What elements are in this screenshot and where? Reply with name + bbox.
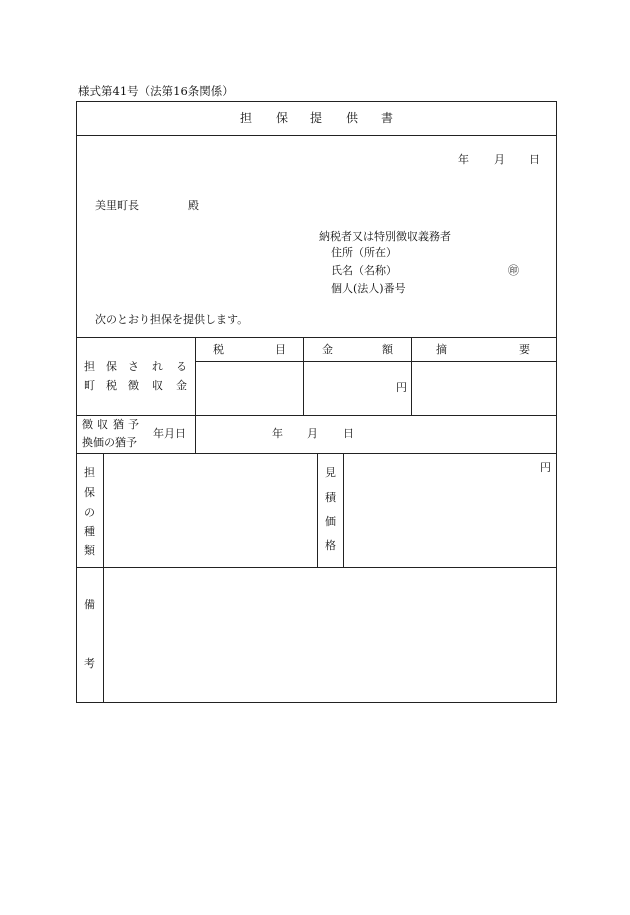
label-char: 町 [84, 379, 95, 392]
label-char: 種 [84, 525, 95, 538]
amount-header: 額 [382, 343, 393, 356]
form-number-label: 様式第41号（法第16条関係） [78, 84, 234, 98]
date-month-label: 月 [494, 153, 505, 166]
section-divider [76, 567, 557, 568]
form-frame [76, 101, 557, 703]
label-char: 考 [84, 657, 95, 670]
title-char: 供 [346, 111, 359, 125]
tax-column-divider [303, 337, 304, 415]
label-char: 収 [97, 418, 108, 431]
label-char: 積 [325, 491, 336, 504]
title-char: 書 [381, 111, 394, 125]
honorific: 殿 [188, 199, 199, 212]
section-divider [76, 337, 557, 338]
label-char: る [176, 360, 187, 373]
summary-header: 要 [519, 343, 530, 356]
grace-year-label: 年 [272, 427, 283, 440]
addressee: 美里町長 [95, 199, 139, 212]
personal-number-label: 個人(法人)番号 [331, 282, 406, 295]
title-char: 提 [310, 111, 323, 125]
label-char: 価 [325, 515, 336, 528]
label-char: 類 [84, 544, 95, 557]
label-char: 徴 [82, 418, 93, 431]
grace-date-label: 年月日 [153, 427, 186, 440]
amount-yen-unit: 円 [396, 381, 407, 394]
label-char: 予 [128, 418, 139, 431]
label-column-divider [195, 337, 196, 453]
label-char: 税 [106, 379, 117, 392]
label-char: 備 [84, 598, 95, 611]
label-column-divider [103, 453, 104, 703]
label-char: 見 [325, 466, 336, 479]
taxpayer-heading: 納税者又は特別徴収義務者 [319, 230, 451, 243]
value-label-right-divider [343, 453, 344, 567]
summary-header: 摘 [436, 343, 447, 356]
title-char: 担 [240, 111, 253, 125]
title-divider [76, 135, 557, 136]
intro-sentence: 次のとおり担保を提供します。 [95, 313, 249, 326]
label-char: 保 [84, 486, 95, 499]
label-char: 徴 [128, 379, 139, 392]
label-char: 格 [325, 539, 336, 552]
label-char: 担 [84, 360, 95, 373]
label-char: 保 [106, 360, 117, 373]
date-day-label: 日 [529, 153, 540, 166]
label-char: 収 [152, 379, 163, 392]
grace-day-label: 日 [343, 427, 354, 440]
value-yen-unit: 円 [540, 461, 551, 474]
label-char: れ [152, 360, 163, 373]
date-year-label: 年 [458, 153, 469, 166]
tax-item-header: 税 [213, 343, 224, 356]
grace-month-label: 月 [307, 427, 318, 440]
address-label: 住所（所在） [331, 246, 397, 259]
value-label-left-divider [317, 453, 318, 567]
label-char: 金 [176, 379, 187, 392]
section-divider [76, 415, 557, 416]
name-label: 氏名（名称） [331, 264, 397, 277]
label-char: の [84, 506, 95, 519]
amount-header: 金 [322, 343, 333, 356]
seal-mark: ㊞ [508, 264, 519, 277]
grace-label-line2: 換価の猶予 [82, 436, 137, 449]
tax-item-header: 目 [275, 343, 286, 356]
amount-column-divider [411, 337, 412, 415]
title-char: 保 [276, 111, 289, 125]
label-char: 猶 [113, 418, 124, 431]
label-char: 担 [84, 466, 95, 479]
label-char: さ [128, 360, 139, 373]
column-header-divider [195, 361, 557, 362]
